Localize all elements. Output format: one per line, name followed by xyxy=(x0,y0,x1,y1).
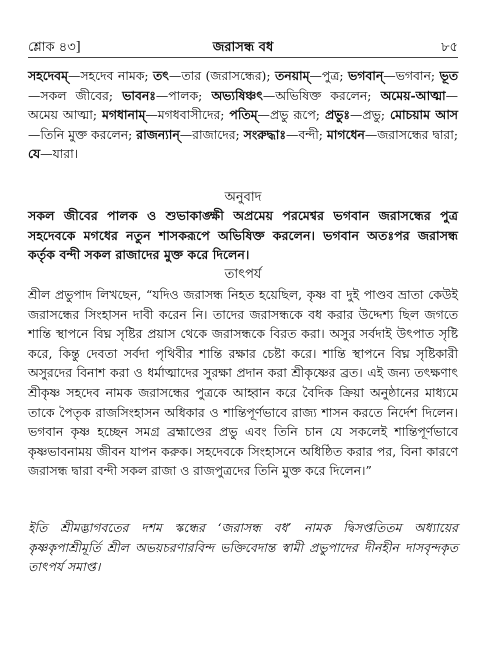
purport-section xyxy=(28,285,458,481)
translation-text: সকল জীবের পালক ও শুভাকাঙ্ক্ষী অপ্রমেয় পরমেশ্বর ভগবান জরাসন্ধের পুত্র সহদেবকে মগধের নতুন শাসকরূপে অভিষিক্ত করলেন। ভগবান অতঃপর জরাসন্ধ কর্তৃক বন্দী সকল রাজাদের মুক্ত করে দিলেন। xyxy=(28,208,458,263)
synonyms-section xyxy=(28,66,458,164)
synonyms-text: সহদেবম্—সহদেব নামক; তৎ—তার (জরাসন্ধের); তনয়াম্—পুত্র; ভগবান্—ভগবান; ভূত—সকল জীবের; ভাবনঃ—পালক; অভ্যষিঞ্চৎ—অভিষিক্ত করলেন; অমেয়-আত্মা—অমেয় আত্মা; মগধানাম্—মগধবাসীদের; পতিম্—প্রভু রূপে; প্রভুঃ—প্রভু; মোচয়াম আস—তিনি মুক্ত করলেন; রাজন্যান্—রাজাদের; সংরুদ্ধাঃ—বন্দী; মাগধেন—জরাসন্ধের দ্বারা; যে—যারা। xyxy=(28,68,458,162)
verse-reference: শ্লোক ৪৩] xyxy=(28,40,81,55)
colophon-text: ইতি শ্রীমদ্ভাগবতের দশম স্কন্ধের ‘জরাসন্ধ বধ’ নামক দ্বিসপ্ততিতম অধ্যায়ের কৃষ্ণকৃপাশ্রীমূর্তি শ্রীল অভয়চরণারবিন্দ ভক্তিবেদান্ত স্বামী প্রভুপাদের দীনহীন দাসবৃন্দকৃত তাৎপর্য সমাপ্ত। xyxy=(28,520,458,575)
translation-heading: অনুবাদ xyxy=(224,190,262,205)
purport-heading: তাৎপর্য xyxy=(224,267,262,282)
page-header xyxy=(28,38,458,56)
header-divider xyxy=(28,57,458,58)
translation-section xyxy=(28,206,458,265)
chapter-colophon xyxy=(28,518,458,577)
page-number: ৮৫ xyxy=(441,40,458,55)
purport-text: শ্রীল প্রভুপাদ লিখছেন, “যদিও জরাসন্ধ নিহত হয়েছিল, কৃষ্ণ বা দুই পাণ্ডব ভ্রাতা কেউই জরাসন্ধের সিংহাসন দাবী করেন নি। তাদের জরাসন্ধকে বধ করার উদ্দেশ্য ছিল জগতে শান্তি স্থাপনে বিঘ্ন সৃষ্টির প্রয়াস থেকে জরাসন্ধকে বিরত করা। অসুর সর্বদাই উৎপাত সৃষ্টি করে, কিন্তু দেবতা সর্বদা পৃথিবীর শান্তি রক্ষার চেষ্টা করে। শান্তি স্থাপনে বিঘ্ন সৃষ্টিকারী অসুরদের বিনাশ করা ও ধর্মাত্মাদের সুরক্ষা প্রদান করা শ্রীকৃষ্ণের ব্রত। এই জন্য তৎক্ষণাৎ শ্রীকৃষ্ণ সহদেব নামক জরাসন্ধের পুত্রকে আহ্বান করে বৈদিক ক্রিয়া অনুষ্ঠানের মাধ্যমে তাকে পৈতৃক রাজসিংহাসন অধিকার ও শান্তিপূর্ণভাবে রাজ্য শাসন করতে নির্দেশ দিলেন। ভগবান কৃষ্ণ হচ্ছেন সমগ্র ব্রহ্মাণ্ডের প্রভু এবং তিনি চান যে সকলেই শান্তিপূর্ণভাবে কৃষ্ণভাবনাময় জীবন যাপন করুক। সহদেবকে সিংহাসনে অধিষ্ঠিত করার পর, বিনা কারণে জরাসন্ধ দ্বারা বন্দী সকল রাজা ও রাজপুত্রদের তিনি মুক্ত করে দিলেন।” xyxy=(28,287,458,479)
chapter-title: জরাসন্ধ বধ xyxy=(212,40,274,55)
